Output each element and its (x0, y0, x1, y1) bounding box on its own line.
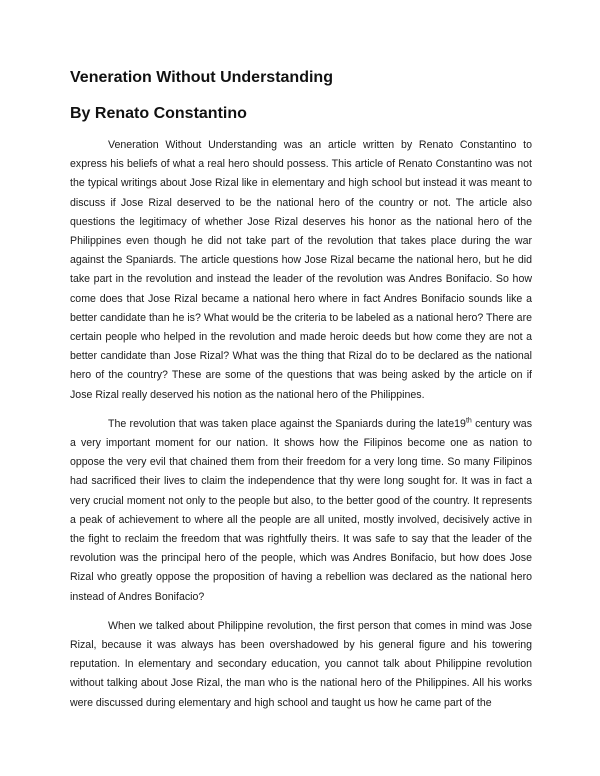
paragraph-text: century was a very important moment for our nation. It shows how the Filipinos become one as nation to oppose the very evil that chained them from their freedom for a very long time. So many Filipinos had sacrificed their lives to claim the independence that thy were long sought for. It was in fact a very crucial moment not only to the people but also, to the better good of the country. It represents a peak of achievement to where all the people are all united, mostly involved, decisively active in the fight to reclaim the freedom that was rightfully theirs. It was safe to say that the leader of the revolution was the principal hero of the people, which was Andres Bonifacio, but how does Jose Rizal who greatly oppose the proposition of having a rebellion was declared as the national hero instead of Andres Bonifacio? (70, 417, 532, 603)
document-body (70, 136, 532, 723)
paragraph-text: The revolution that was taken place against the Spaniards during the late19 (108, 417, 466, 430)
paragraph (70, 617, 532, 713)
document-title: Veneration Without Understanding (70, 69, 333, 86)
document-byline: By Renato Constantino (70, 105, 247, 122)
superscript-ordinal: th (465, 417, 472, 425)
paragraph (70, 415, 532, 607)
paragraph (70, 136, 532, 405)
paragraph-text: When we talked about Philippine revolution, the first person that comes in mind was Jose Rizal, because it was always has been overshadowed by his general figure and his towering reputation. In elementary and secondary education, you cannot talk about Philippine revolution without talking about Jose Rizal, the man who is the national hero of the Philippines. All his works were discussed during elementary and high school and taught us how he came part of the (70, 619, 532, 709)
paragraph-text: Veneration Without Understanding was an article written by Renato Constantino to express his beliefs of what a real hero should possess. This article of Renato Constantino was not the typical writings about Jose Rizal like in elementary and high school but instead it was meant to discuss if Jose Rizal deserved to be the national hero of the country or not. The article also questions the legitimacy of whether Jose Rizal deserves his honor as the national hero of the Philippines even though he did not take part of the revolution that takes place during the war against the Spaniards. The article questions how Jose Rizal became the national hero, but he did take part in the revolution and instead the leader of the revolution was Andres Bonifacio. So how come does that Jose Rizal became a national hero where in fact Andres Bonifacio sounds like a better candidate than he is? What would be the criteria to be labeled as a national hero? There are certain people who helped in the revolution and made heroic deeds but how come they are not a better candidate than Jose Rizal? What was the thing that Rizal do to be declared as the national hero of the country? These are some of the questions that was being asked by the article on if Jose Rizal really deserved his notion as the national hero of the Philippines. (70, 139, 532, 401)
